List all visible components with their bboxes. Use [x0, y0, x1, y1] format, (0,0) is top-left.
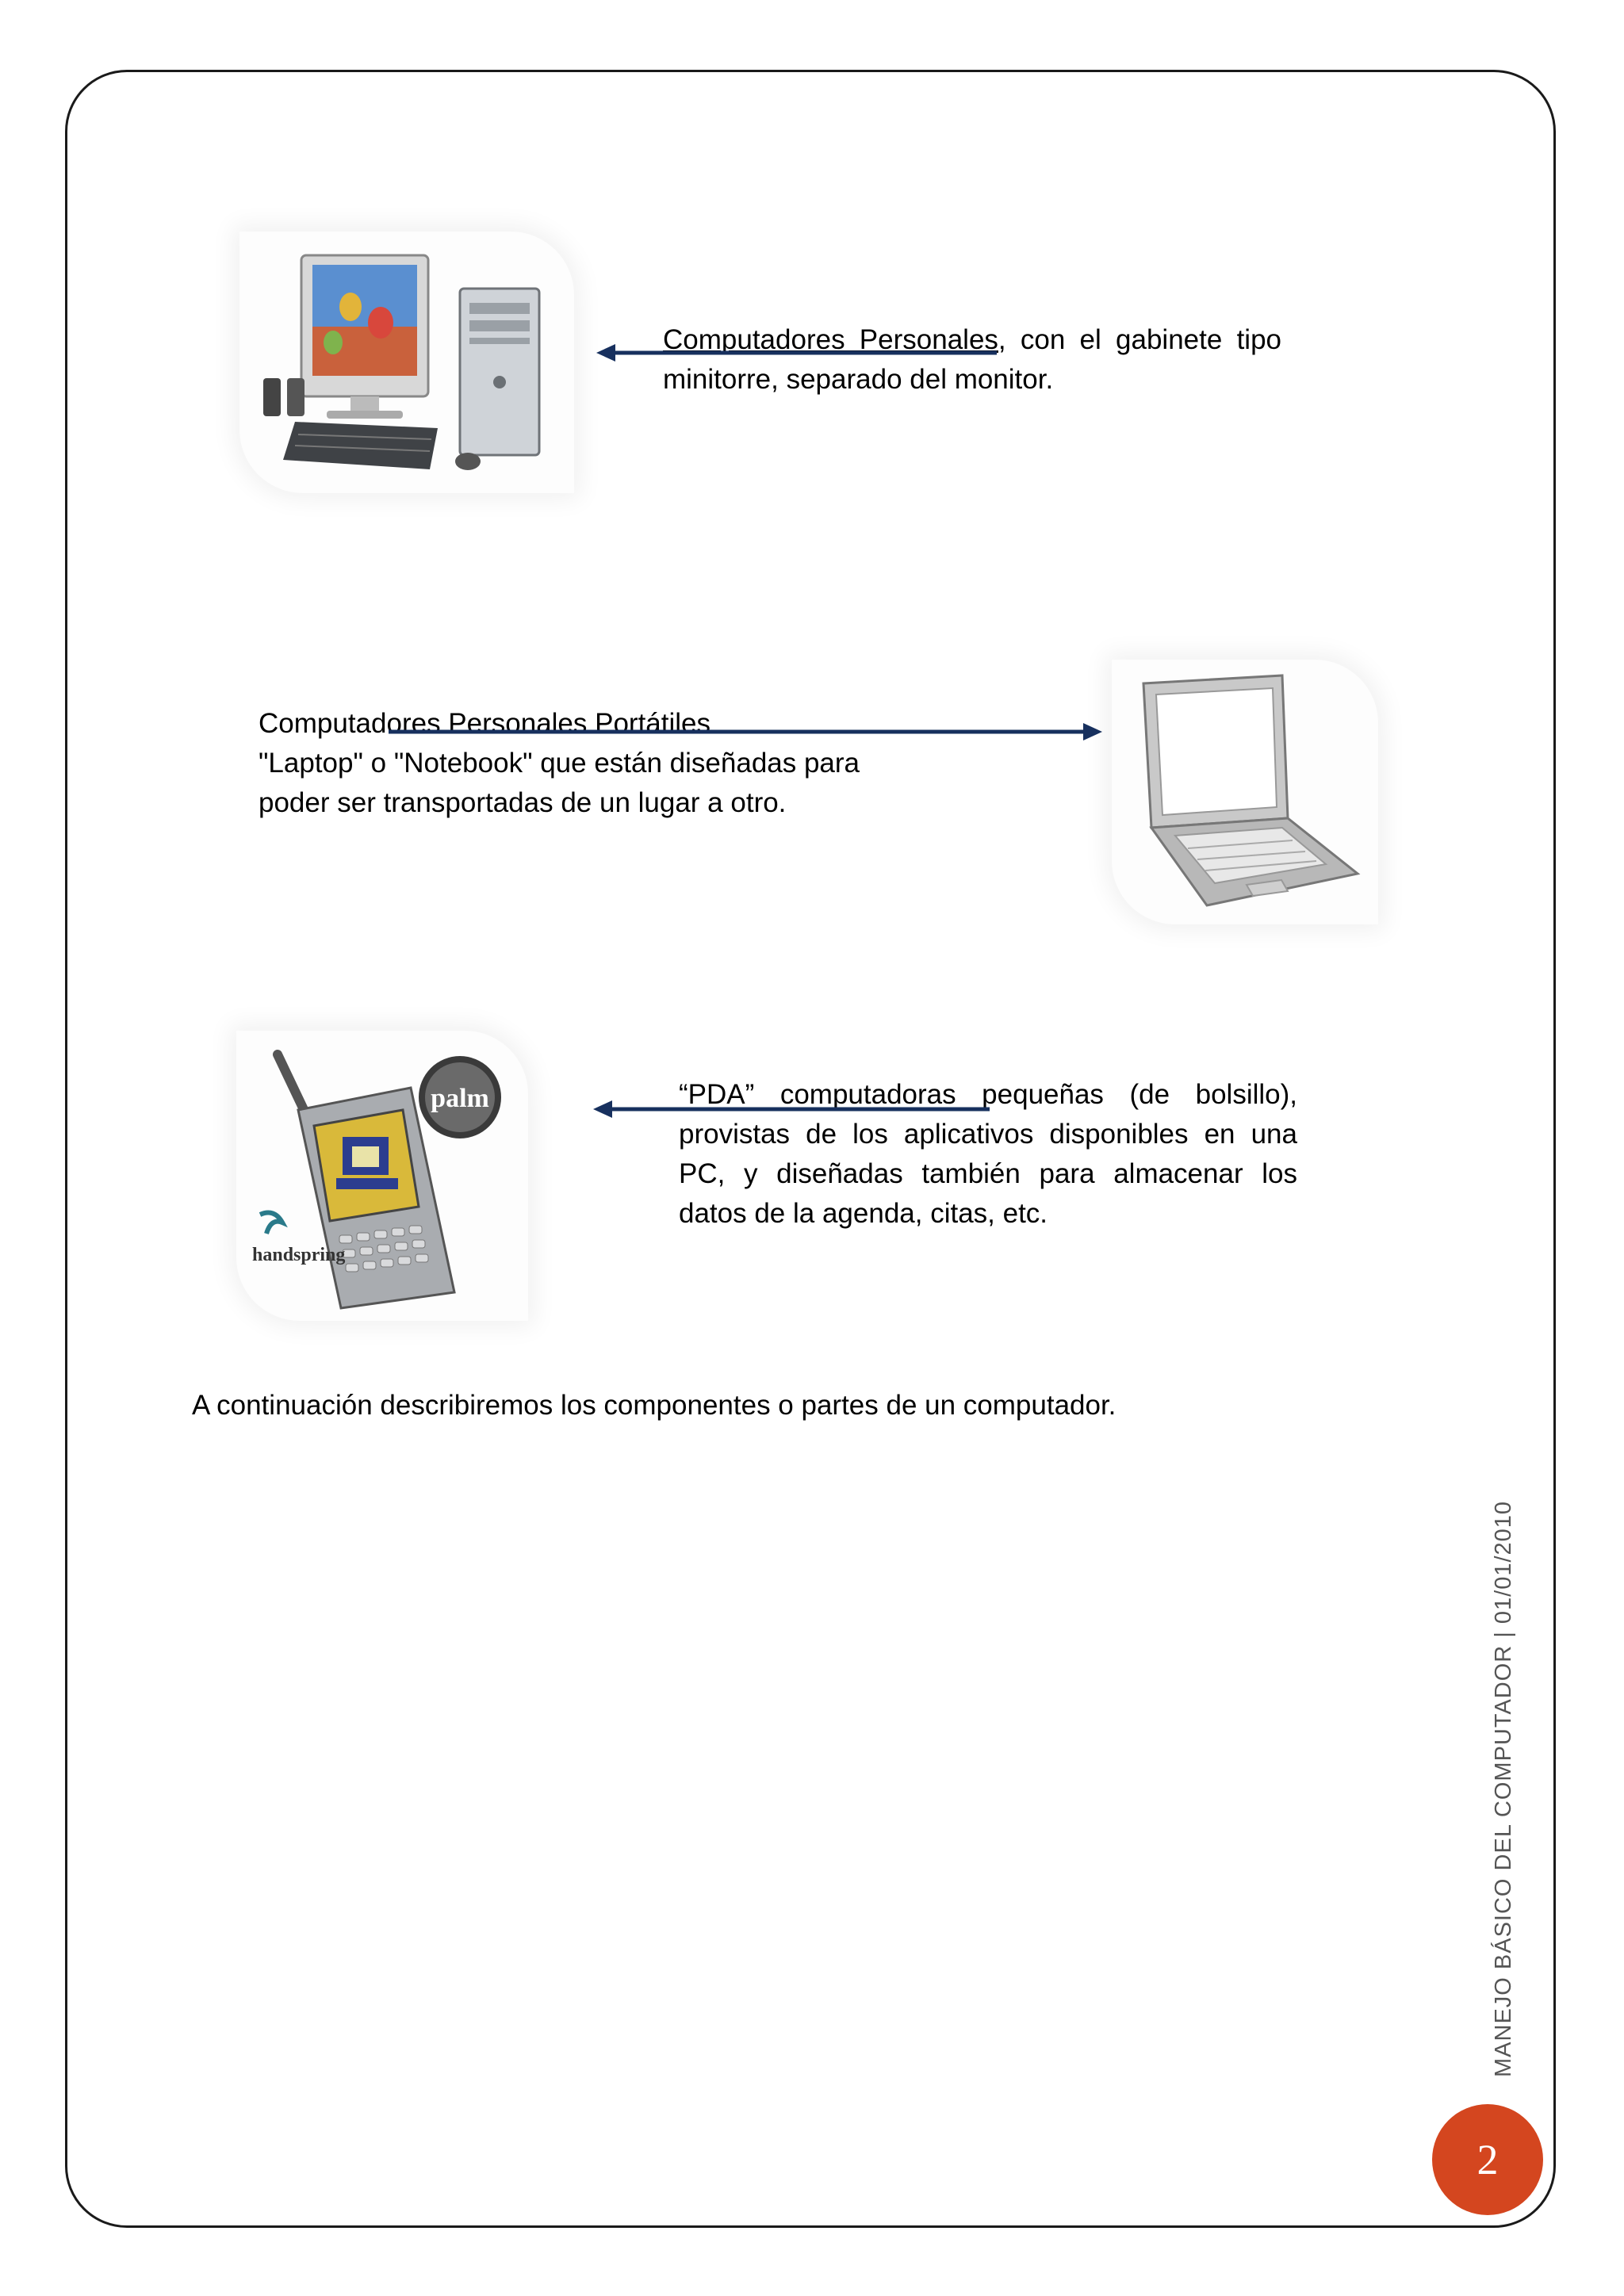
pda-caption-line1: “PDA” computadoras pequeñas (de bolsillo), [679, 1079, 1297, 1110]
laptop-caption-line2: "Laptop" o "Notebook" que están diseñadas para [259, 748, 860, 779]
body-paragraph: A continuación describiremos los componentes o partes de un computador. [192, 1390, 1116, 1421]
running-footer: MANEJO BÁSICO DEL COMPUTADOR | 01/01/2010 [1491, 1500, 1516, 2077]
laptop-caption-line1: Computadores Personales Portátiles [259, 708, 711, 739]
laptop-computer-image [1112, 660, 1378, 924]
pda-arrow [593, 1097, 994, 1121]
page-number: 2 [1477, 2136, 1499, 2183]
desktop-arrow [596, 341, 1001, 365]
pda-caption-line2: provistas de los aplicativos disponibles en una [679, 1119, 1297, 1150]
handspring-logo: handspring [252, 1245, 346, 1265]
desktop-caption-underlined: Computadores Personales [663, 324, 998, 355]
desktop-computer-image [239, 232, 574, 493]
laptop-caption-line3: poder ser transportadas de un lugar a otro. [259, 787, 787, 818]
pda-image [236, 1031, 528, 1321]
desktop-caption-line1-rest: , con el gabinete tipo [998, 324, 1281, 355]
palm-logo: palm [431, 1084, 489, 1113]
pda-caption-line3: PC, y diseñadas también para almacenar los [679, 1158, 1297, 1189]
laptop-arrow [389, 720, 1102, 744]
pda-caption-line4: datos de la agenda, citas, etc. [679, 1198, 1048, 1229]
desktop-caption-line2: minitorre, separado del monitor. [663, 364, 1054, 395]
page-number-badge [1432, 2104, 1543, 2215]
